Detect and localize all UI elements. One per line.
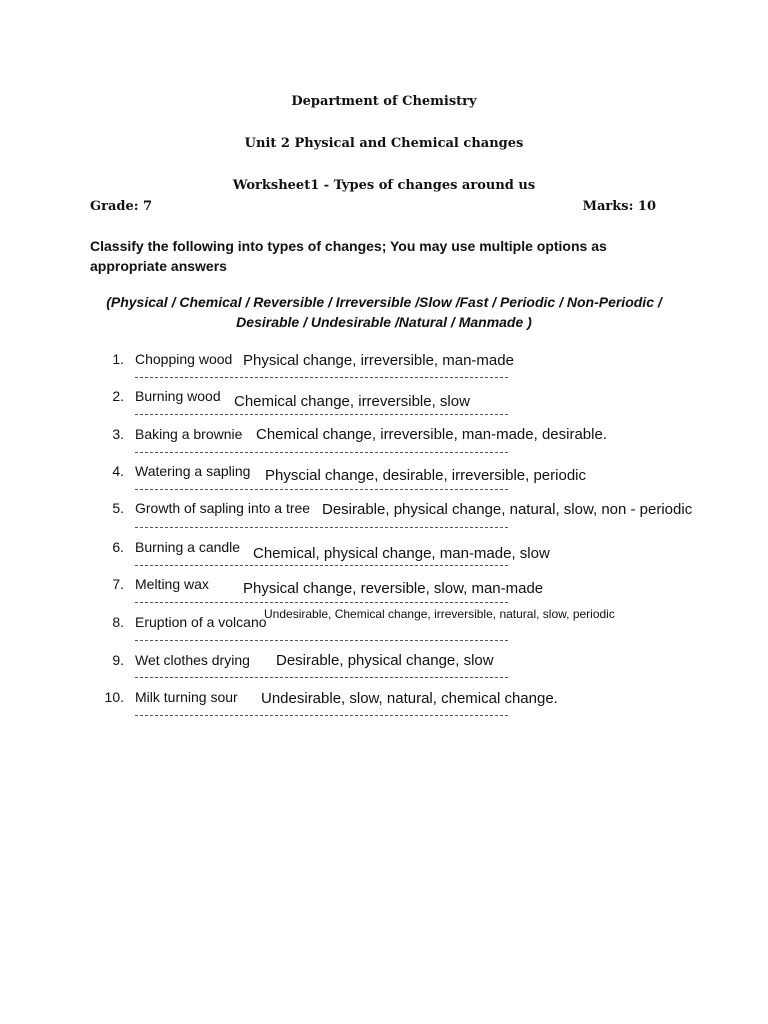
item-number: 5. <box>112 500 124 516</box>
item-number: 7. <box>112 576 124 592</box>
answer-line <box>135 414 508 415</box>
answer-line <box>135 452 508 453</box>
item-answer: Chemical change, irreversible, slow <box>234 393 470 410</box>
answer-line <box>135 565 508 566</box>
item-question: Melting wax <box>135 576 209 592</box>
answer-line <box>135 640 508 641</box>
item-question: Watering a sapling <box>135 463 251 479</box>
item-number: 6. <box>112 539 124 555</box>
item-number: 4. <box>112 463 124 479</box>
item-answer: Desirable, physical change, natural, slow, non - periodic <box>322 501 693 518</box>
unit-title: Unit 2 Physical and Chemical changes <box>244 136 524 151</box>
answer-line <box>135 715 508 716</box>
item-question: Milk turning sour <box>135 689 238 705</box>
item-answer: Chemical change, irreversible, man-made, desirable. <box>256 426 607 443</box>
item-number: 1. <box>112 351 124 367</box>
item-number: 2. <box>112 388 124 404</box>
answer-line <box>135 377 508 378</box>
item-answer: Physical change, reversible, slow, man-made <box>243 580 544 597</box>
item-question: Chopping wood <box>135 351 233 367</box>
item-number: 9. <box>112 652 124 668</box>
item-answer: Physcial change, desirable, irreversible, periodic <box>265 467 586 484</box>
item-answer: Undesirable, slow, natural, chemical change. <box>261 690 558 707</box>
answer-line <box>135 602 508 603</box>
marks-label: Marks: 10 <box>582 199 656 214</box>
item-answer: Physical change, irreversible, man-made <box>243 352 514 369</box>
item-answer: Undesirable, Chemical change, irreversible, natural, slow, periodic <box>264 607 615 621</box>
department-title: Department of Chemistry <box>291 94 477 109</box>
item-number: 8. <box>112 614 124 630</box>
instructions-text: Classify the following into types of changes; You may use multiple options as appropriate answers <box>90 238 607 274</box>
options-list: (Physical / Chemical / Reversible / Irreversible /Slow /Fast / Periodic / Non-Periodic / Desirable / Undesirable /Natural / Manmade ) <box>106 294 662 330</box>
grade-label: Grade: 7 <box>90 199 153 214</box>
item-question: Eruption of a volcano <box>135 614 267 630</box>
answer-line <box>135 677 508 678</box>
item-question: Burning a candle <box>135 539 241 555</box>
item-number: 10. <box>104 689 124 705</box>
worksheet-title: Worksheet1 - Types of changes around us <box>232 178 536 193</box>
item-question: Burning wood <box>135 388 221 404</box>
item-answer: Desirable, physical change, slow <box>276 652 494 669</box>
item-question: Wet clothes drying <box>135 652 250 668</box>
answer-line <box>135 489 508 490</box>
item-number: 3. <box>112 426 124 442</box>
item-answer: Chemical, physical change, man-made, slow <box>253 545 550 562</box>
item-question: Baking a brownie <box>135 426 243 442</box>
item-question: Growth of sapling into a tree <box>135 500 311 516</box>
answer-line <box>135 527 508 528</box>
